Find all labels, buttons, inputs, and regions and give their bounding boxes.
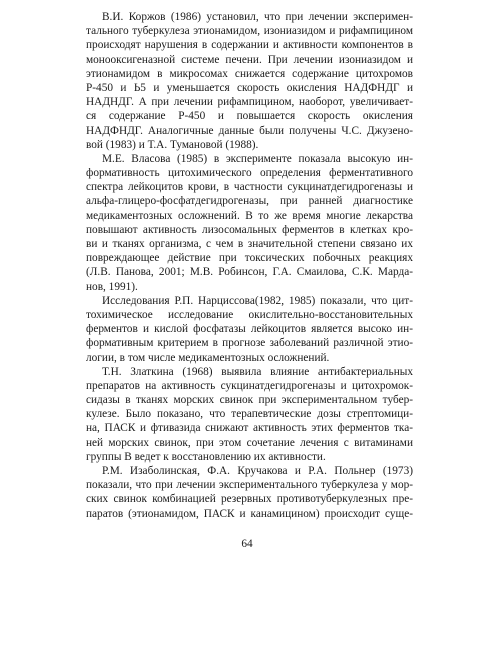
text-line: медикаментозных осложнений. В то же время многие лекарства	[86, 209, 413, 222]
text-line: ских свинок комбинацией резервных противотуберкулезных пре-	[86, 493, 413, 506]
text-line: вой (1983) и Т.А. Тумановой (1988).	[86, 138, 259, 151]
text-line: сидазы в тканях морских свинок при экспериментальном тубер-	[86, 394, 413, 407]
text-line: группы В ведет к восстановлению их активности.	[86, 450, 326, 463]
text-line: кулезе. Было показано, что терапевтические дозы стрептомици-	[86, 408, 413, 421]
text-line: тохимическое исследование окислительно-восстановительных	[86, 308, 413, 321]
text-line: формативность цитохимического определения ферментативного	[86, 167, 413, 180]
text-line: ся содержание Р-450 и повышается скорость окисления	[86, 110, 413, 123]
text-line: Р-450 и Ь5 и уменьшается скорость окисления НАДФНДГ и	[86, 81, 413, 94]
text-line: повышают активность лизосомальных ферментов в клетках кро-	[86, 223, 413, 236]
text-line: НАДНДГ. А при лечении рифампицином, наоборот, увеличивает-	[86, 96, 413, 109]
text-line: нов, 1991).	[86, 280, 138, 293]
text-line: ви и тканях организма, с чем в значительной степени связано их	[86, 238, 413, 250]
text-line: формативным критерием в прогнозе заболеваний различной этио-	[86, 337, 413, 350]
text-line: М.Е. Власова (1985) в эксперименте показала высокую ин-	[102, 152, 413, 165]
text-line: монооксигеназной системе печени. При лечении изониазидом и	[86, 53, 413, 66]
text-line: альфа-глицеро-фосфатдегидрогеназы, при ранней диагностике	[86, 195, 413, 208]
text-line: (Л.В. Панова, 2001; М.В. Робинсон, Г.А. Смаилова, С.К. Мардa-	[86, 266, 413, 279]
text-line: НАДФНДГ. Аналогичные данные были получены Ч.С. Джузено-	[86, 124, 413, 137]
text-line: логии, в том числе медикаментозных осложнений.	[86, 351, 330, 364]
text-line: Т.Н. Златкина (1968) выявила влияние антибактериальных	[102, 365, 413, 378]
text-line: тального туберкулеза этионамидом, изониазидом и рифампицином	[86, 25, 413, 38]
text-line: ней морских свинок, при этом сочетание лечения с витаминами	[86, 436, 413, 449]
text-line: препаратов на активность сукцинатдегидрогеназы и цитохромок-	[86, 379, 413, 392]
text-line: ферментов и кислой фосфатазы лейкоцитов является высоко ин-	[86, 323, 413, 336]
text-line: происходят нарушения в содержании и активности компонентов в	[86, 39, 413, 52]
text-line: показали, что при лечении экспериментального туберкулеза у мор-	[86, 479, 413, 492]
text-line: Р.М. Изаболинская, Ф.А. Кручакова и Р.А. Польнер (1973)	[102, 465, 413, 477]
page-number: 64	[241, 538, 253, 550]
text-line: спектра лейкоцитов крови, в частности сукцинатдегидрогеназы и	[86, 181, 413, 194]
text-line: повреждающее действие при токсических побочных реакциях	[86, 252, 413, 265]
text-line: В.И. Коржов (1986) установил, что при лечении эксперимен-	[102, 11, 413, 23]
text-line: Исследования Р.П. Нарциссова(1982, 1985) показали, что цит-	[102, 294, 413, 307]
text-line: паратов (этионамидом, ПАСК и канамицином) происходит суще-	[86, 507, 413, 520]
text-line: на, ПАСК и фтивазида снижают активность этих ферментов тка-	[86, 422, 413, 435]
text-line: этионамидом в микросомах снижается содержание цитохромов	[86, 67, 413, 80]
body-text	[86, 10, 413, 521]
